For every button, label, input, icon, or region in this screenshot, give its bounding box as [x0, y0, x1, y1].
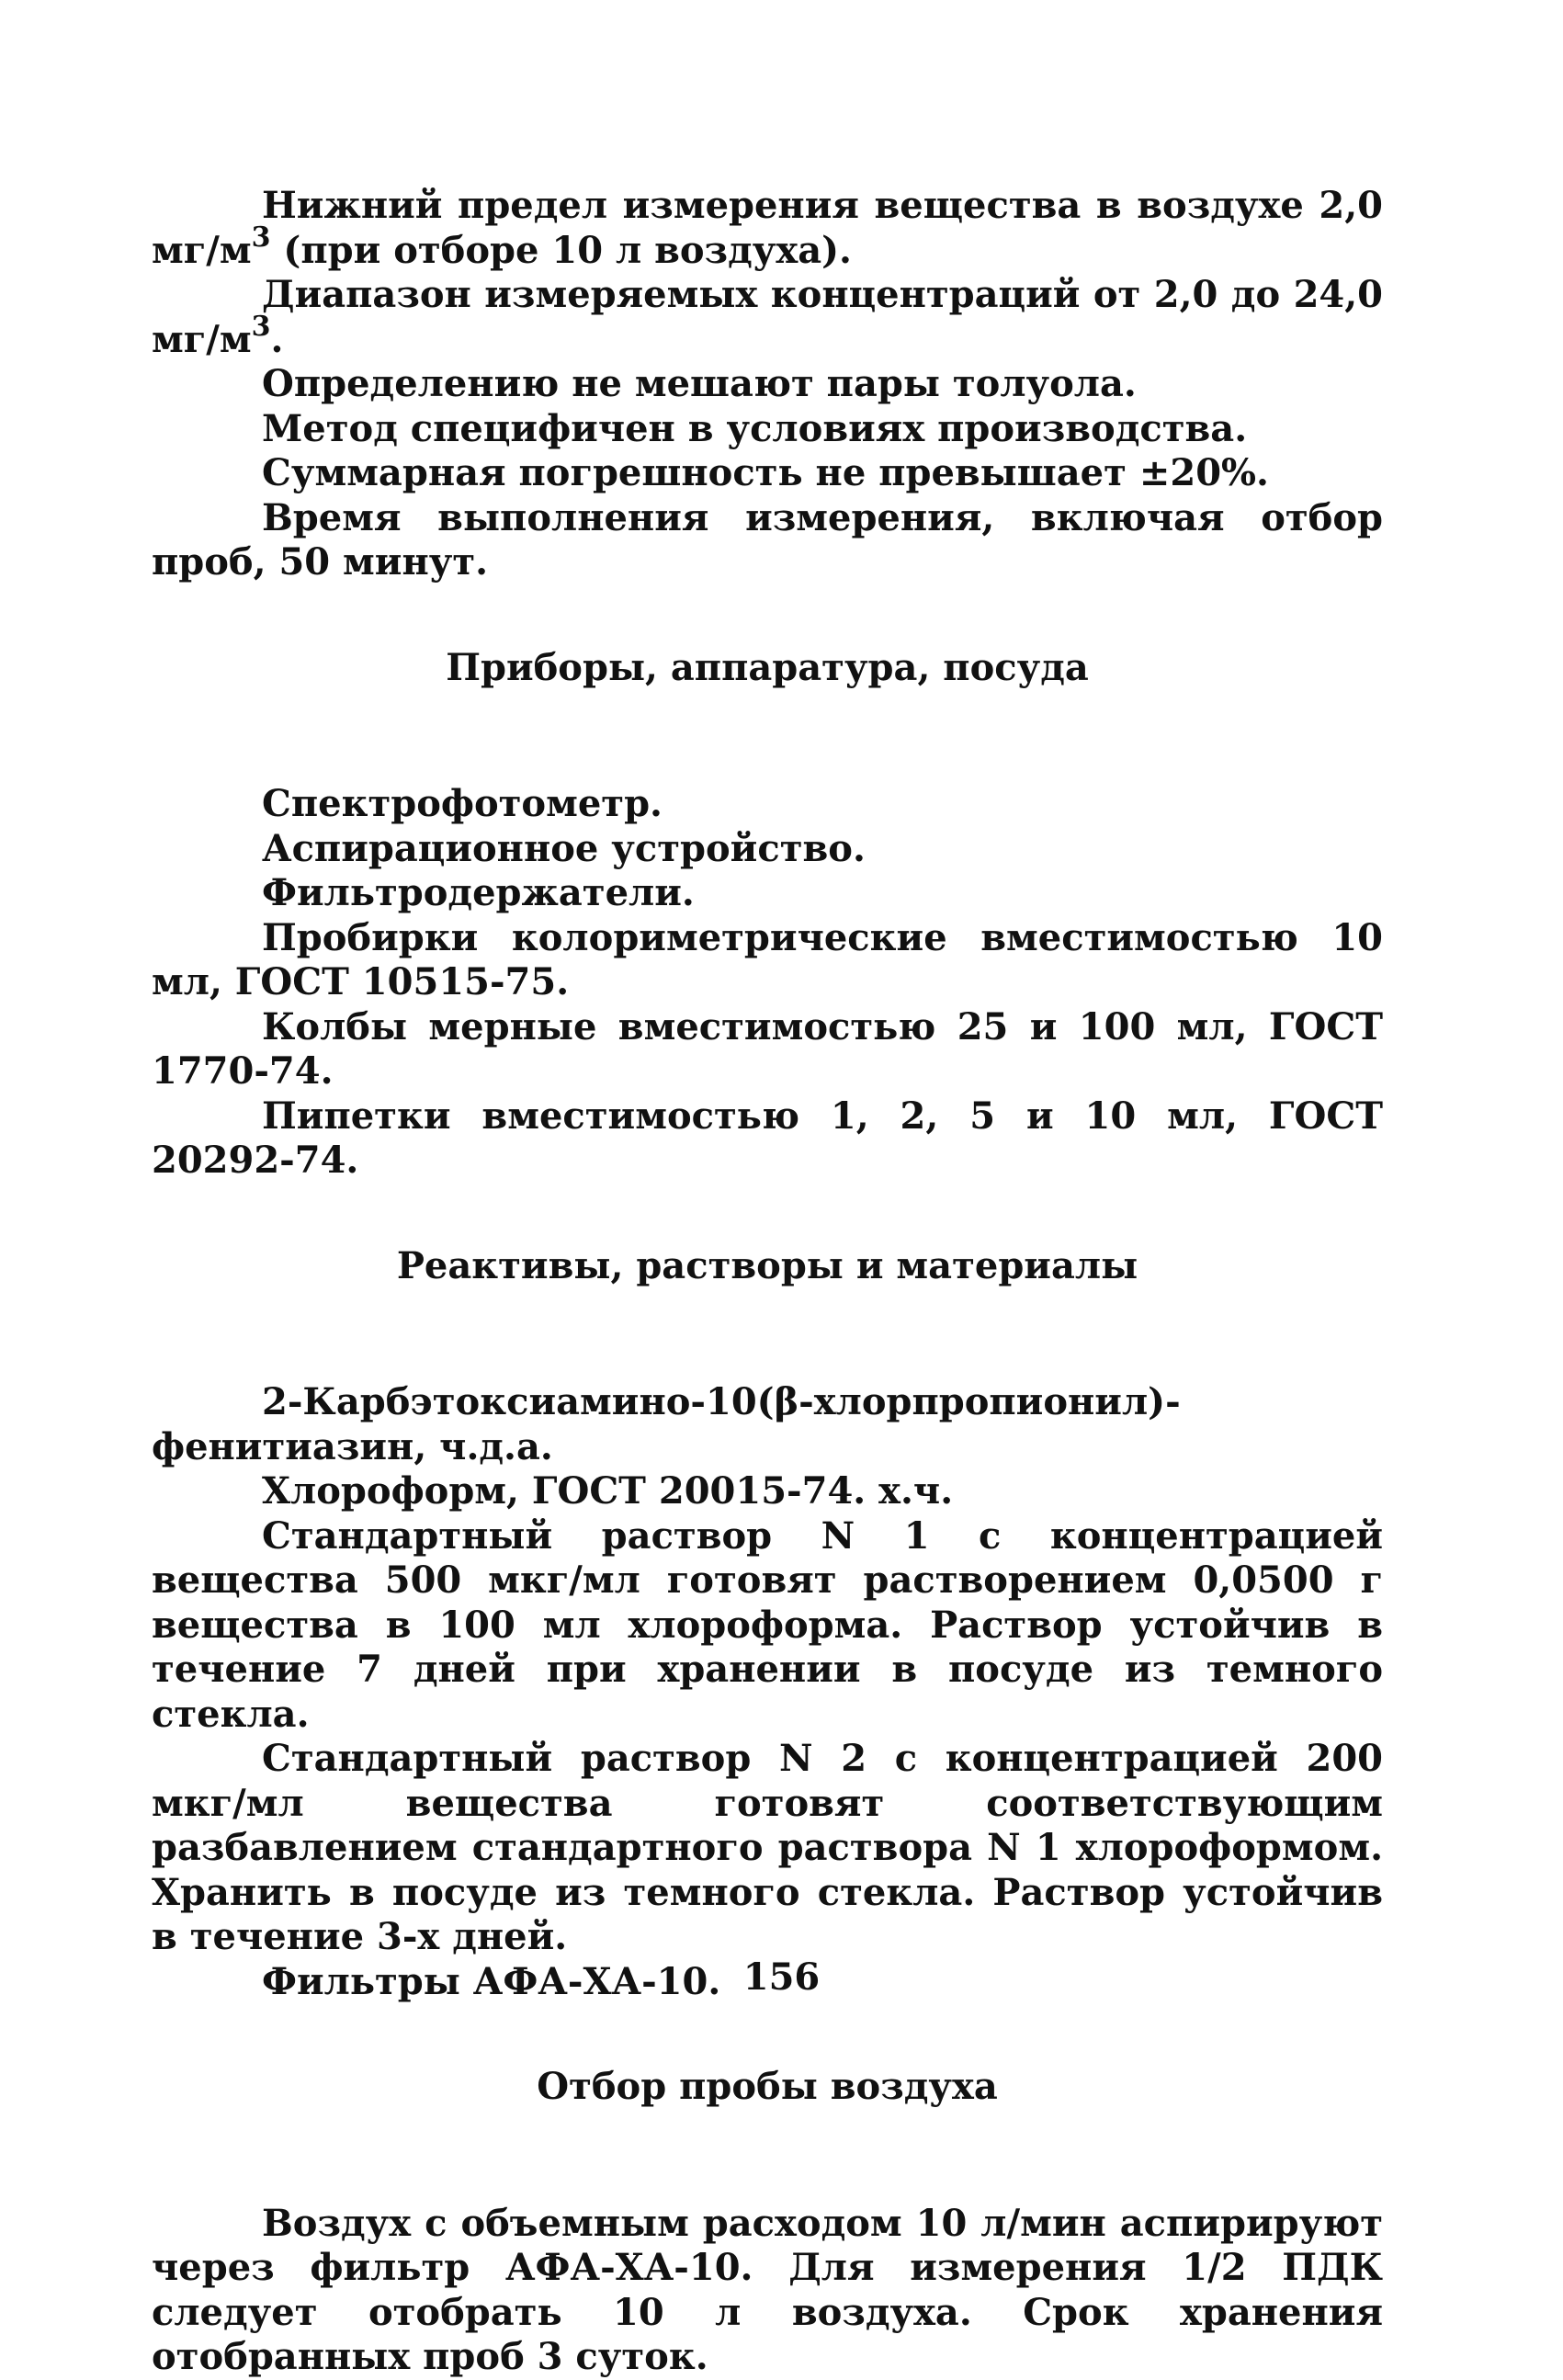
- no-interference-paragraph: Определению не мешают пары толуола.: [262, 362, 1137, 405]
- instrument-item: Пипетки вместимостью 1, 2, 5 и 10 мл, ГОСТ 20292-74.: [152, 1094, 1383, 1182]
- sampling-paragraph: Воздух с объемным расходом 10 л/мин аспирируют через фильтр АФА-ХА-10. Для измерения 1/2 ПДК следует отобрать 10 л воздуха. Срок хранения отобранных проб 3 суток.: [152, 2201, 1383, 2378]
- error-paragraph: Суммарная погрешность не превышает ±20%.: [262, 451, 1269, 494]
- lower-limit-text-end: (при отборе 10 л воздуха).: [270, 228, 852, 272]
- time-paragraph: Время выполнения измерения, включая отбор проб, 50 минут.: [152, 495, 1383, 584]
- section-title-reagents: Реактивы, растворы и материалы: [396, 1243, 1138, 1287]
- lower-limit-paragraph: [152, 184, 1383, 273]
- section-title-sampling: Отбор пробы воздуха: [537, 2065, 998, 2108]
- page-number: 156: [742, 1955, 821, 1999]
- reagent-item: Хлороформ, ГОСТ 20015-74. х.ч.: [262, 1469, 954, 1513]
- lower-limit-text: Нижний предел измерения вещества в воздухе 2,0 мг/м: [152, 184, 1383, 272]
- reagent-item: Стандартный раствор N 2 с концентрацией 200 мкг/мл вещества готовят соответствующим разбавлением стандартного раствора N 1 хлороформом. Хранить в посуде из темного стекла. Раствор устойчив в течение 3-х дней.: [152, 1737, 1383, 1958]
- range-text-end: .: [270, 317, 284, 361]
- instrument-item: Колбы мерные вместимостью 25 и 100 мл, ГОСТ 1770-74.: [152, 1004, 1383, 1093]
- range-paragraph: [152, 273, 1383, 362]
- lower-limit-superscript: 3: [251, 221, 271, 254]
- instrument-item: Фильтродержатели.: [262, 871, 695, 914]
- section-title-instruments: Приборы, аппаратура, посуда: [446, 645, 1089, 689]
- instrument-item: Пробирки колориметрические вместимостью 10 мл, ГОСТ 10515-75.: [152, 915, 1383, 1003]
- reagent-item: Стандартный раствор N 1 с концентрацией вещества 500 мкг/мл готовят растворением 0,0500 г вещества в 100 мл хлороформа. Раствор устойчив в течение 7 дней при хранении в посуде из темного стекла.: [152, 1513, 1383, 1736]
- reagent-item: Фильтры АФА-ХА-10.: [262, 1959, 721, 2003]
- instrument-item: Спектрофотометр.: [262, 782, 663, 825]
- page-body: [152, 184, 1383, 2380]
- specificity-paragraph: Метод специфичен в условиях производства.: [262, 406, 1248, 450]
- reagent-item: 2-Карбэтоксиамино-10(β-хлорпропионил)-фенитиазин, ч.д.а.: [152, 1380, 1181, 1468]
- instrument-item: Аспирационное устройство.: [262, 826, 866, 870]
- range-superscript: 3: [251, 310, 271, 343]
- range-text: Диапазон измеряемых концентраций от 2,0 до 24,0 мг/м: [152, 273, 1383, 361]
